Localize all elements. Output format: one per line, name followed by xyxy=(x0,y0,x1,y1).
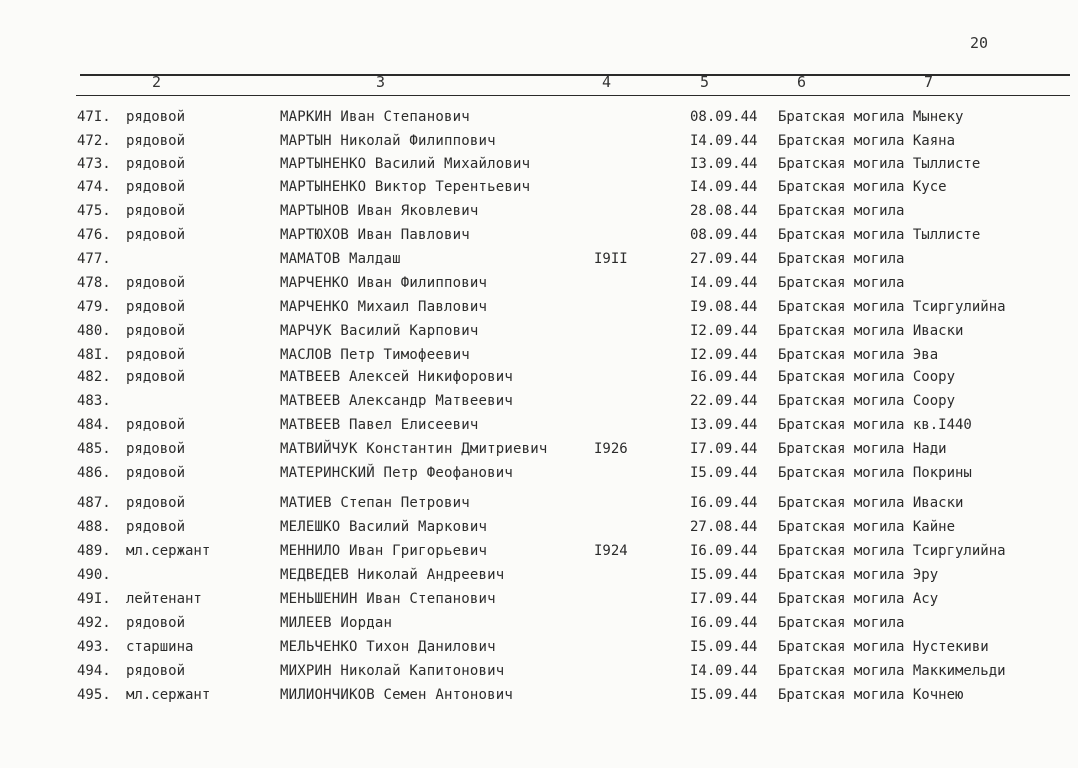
record-rank: рядовой xyxy=(126,323,186,339)
list-item xyxy=(0,390,1078,412)
page-number: 20 xyxy=(970,34,989,52)
record-number: 492. xyxy=(77,615,111,631)
column-number-2: 2 xyxy=(152,73,162,91)
record-rank: рядовой xyxy=(126,299,186,315)
record-number: 488. xyxy=(77,519,111,535)
record-name: МЕЛЬЧЕНКО Тихон Данилович xyxy=(280,639,496,655)
record-rank: мл.сержант xyxy=(126,543,211,559)
record-name: МАТВЕЕВ Александр Матвеевич xyxy=(280,393,513,409)
record-rank: рядовой xyxy=(126,495,186,511)
record-rank: рядовой xyxy=(126,615,186,631)
list-item xyxy=(0,248,1078,270)
record-name: МАРЧЕНКО Иван Филиппович xyxy=(280,275,488,291)
record-burial-place: Братская могила Нади xyxy=(778,441,947,457)
record-rank: мл.сержант xyxy=(126,687,211,703)
record-rank: старшина xyxy=(126,639,194,655)
record-burial-place: Братская могила Нустекиви xyxy=(778,639,989,655)
list-item xyxy=(0,153,1078,175)
record-date: I5.09.44 xyxy=(690,465,758,481)
record-number: 477. xyxy=(77,251,111,267)
column-number-6: 6 xyxy=(797,73,807,91)
list-item xyxy=(0,320,1078,342)
record-date: I6.09.44 xyxy=(690,615,758,631)
record-number: 490. xyxy=(77,567,111,583)
record-date: 08.09.44 xyxy=(690,227,758,243)
list-item xyxy=(0,540,1078,562)
list-item xyxy=(0,588,1078,610)
record-burial-place: Братская могила Иваски xyxy=(778,323,964,339)
record-number: 495. xyxy=(77,687,111,703)
record-date: 08.09.44 xyxy=(690,109,758,125)
record-date: I6.09.44 xyxy=(690,495,758,511)
record-number: 474. xyxy=(77,179,111,195)
list-item xyxy=(0,636,1078,658)
record-burial-place: Братская могила Мынеку xyxy=(778,109,964,125)
record-name: МАМАТОВ Малдаш xyxy=(280,251,401,267)
record-name: МАСЛОВ Петр Тимофеевич xyxy=(280,347,470,363)
record-rank: рядовой xyxy=(126,519,186,535)
list-item xyxy=(0,130,1078,152)
record-name: МЕДВЕДЕВ Николай Андреевич xyxy=(280,567,505,583)
record-number: 476. xyxy=(77,227,111,243)
record-number: 483. xyxy=(77,393,111,409)
record-number: 480. xyxy=(77,323,111,339)
record-name: МАТВЕЕВ Павел Елисеевич xyxy=(280,417,479,433)
list-item xyxy=(0,660,1078,682)
record-name: МАРТЫНОВ Иван Яковлевич xyxy=(280,203,479,219)
record-rank: рядовой xyxy=(126,663,186,679)
record-burial-place: Братская могила Кусе xyxy=(778,179,947,195)
list-item xyxy=(0,414,1078,436)
list-item xyxy=(0,462,1078,484)
list-item xyxy=(0,564,1078,586)
record-number: 484. xyxy=(77,417,111,433)
record-date: I9.08.44 xyxy=(690,299,758,315)
record-name: МАРТЫНЕНКО Василий Михайлович xyxy=(280,156,531,172)
record-burial-place: Братская могила кв.I440 xyxy=(778,417,972,433)
record-number: 493. xyxy=(77,639,111,655)
record-number: 48I. xyxy=(77,347,111,363)
record-name: МИХРИН Николай Капитонович xyxy=(280,663,505,679)
record-burial-place: Братская могила Соору xyxy=(778,369,956,385)
record-birth-year: I926 xyxy=(594,441,628,457)
record-number: 473. xyxy=(77,156,111,172)
record-burial-place: Братская могила Тсиргулийна xyxy=(778,299,1006,315)
list-item xyxy=(0,296,1078,318)
record-number: 475. xyxy=(77,203,111,219)
record-date: I2.09.44 xyxy=(690,347,758,363)
record-burial-place: Братская могила Тыллисте xyxy=(778,156,981,172)
record-date: I7.09.44 xyxy=(690,441,758,457)
record-rank: рядовой xyxy=(126,203,186,219)
record-burial-place: Братская могила Соору xyxy=(778,393,956,409)
record-burial-place: Братская могила Эру xyxy=(778,567,939,583)
column-number-5: 5 xyxy=(700,73,710,91)
record-birth-year: I9II xyxy=(594,251,628,267)
record-name: МАТВЕЕВ Алексей Никифорович xyxy=(280,369,513,385)
list-item xyxy=(0,438,1078,460)
record-name: МЕНЬШЕНИН Иван Степанович xyxy=(280,591,496,607)
record-name: МАРКИН Иван Степанович xyxy=(280,109,470,125)
record-number: 489. xyxy=(77,543,111,559)
record-rank: рядовой xyxy=(126,156,186,172)
record-rank: рядовой xyxy=(126,369,186,385)
record-name: МАРЧУК Василий Карпович xyxy=(280,323,479,339)
column-number-4: 4 xyxy=(602,73,612,91)
record-burial-place: Братская могила Иваски xyxy=(778,495,964,511)
record-rank: рядовой xyxy=(126,179,186,195)
record-name: МАТВИЙЧУК Константин Дмитриевич xyxy=(280,441,548,457)
column-number-3: 3 xyxy=(376,73,386,91)
list-item xyxy=(0,684,1078,706)
list-item xyxy=(0,516,1078,538)
record-burial-place: Братская могила Кайне xyxy=(778,519,956,535)
record-name: МАТЕРИНСКИЙ Петр Феофанович xyxy=(280,465,513,481)
record-name: МАРТЮХОВ Иван Павлович xyxy=(280,227,470,243)
record-burial-place: Братская могила Тсиргулийна xyxy=(778,543,1006,559)
record-number: 485. xyxy=(77,441,111,457)
record-date: I6.09.44 xyxy=(690,543,758,559)
record-burial-place: Братская могила Покрины xyxy=(778,465,972,481)
list-item xyxy=(0,272,1078,294)
record-number: 487. xyxy=(77,495,111,511)
record-rank: рядовой xyxy=(126,441,186,457)
record-date: I7.09.44 xyxy=(690,591,758,607)
record-birth-year: I924 xyxy=(594,543,628,559)
record-burial-place: Братская могила xyxy=(778,251,905,267)
record-date: I4.09.44 xyxy=(690,179,758,195)
record-burial-place: Братская могила Каяна xyxy=(778,133,956,149)
record-burial-place: Братская могила Тыллисте xyxy=(778,227,981,243)
record-date: 27.09.44 xyxy=(690,251,758,267)
record-burial-place: Братская могила Эва xyxy=(778,347,939,363)
record-date: I3.09.44 xyxy=(690,417,758,433)
record-rank: лейтенант xyxy=(126,591,202,607)
record-date: I5.09.44 xyxy=(690,567,758,583)
record-date: 22.09.44 xyxy=(690,393,758,409)
record-name: МЕННИЛО Иван Григорьевич xyxy=(280,543,488,559)
record-burial-place: Братская могила xyxy=(778,615,905,631)
list-item xyxy=(0,492,1078,514)
list-item xyxy=(0,106,1078,128)
record-number: 478. xyxy=(77,275,111,291)
record-date: I6.09.44 xyxy=(690,369,758,385)
list-item xyxy=(0,366,1078,388)
record-rank: рядовой xyxy=(126,227,186,243)
record-name: МАТИЕВ Степан Петрович xyxy=(280,495,470,511)
record-rank: рядовой xyxy=(126,465,186,481)
record-burial-place: Братская могила xyxy=(778,275,905,291)
record-rank: рядовой xyxy=(126,417,186,433)
record-date: I4.09.44 xyxy=(690,133,758,149)
record-date: I4.09.44 xyxy=(690,275,758,291)
record-name: МАРТЫНЕНКО Виктор Терентьевич xyxy=(280,179,531,195)
record-name: МИЛЕЕВ Иордан xyxy=(280,615,393,631)
record-date: I4.09.44 xyxy=(690,663,758,679)
record-name: МАРТЫН Николай Филиппович xyxy=(280,133,496,149)
record-rank: рядовой xyxy=(126,109,186,125)
record-burial-place: Братская могила Асу xyxy=(778,591,939,607)
record-name: МЕЛЕШКО Василий Маркович xyxy=(280,519,488,535)
record-date: 27.08.44 xyxy=(690,519,758,535)
record-number: 472. xyxy=(77,133,111,149)
record-burial-place: Братская могила Маккимельди xyxy=(778,663,1006,679)
record-name: МАРЧЕНКО Михаил Павлович xyxy=(280,299,488,315)
column-number-7: 7 xyxy=(924,73,934,91)
record-number: 49I. xyxy=(77,591,111,607)
record-date: I3.09.44 xyxy=(690,156,758,172)
record-number: 486. xyxy=(77,465,111,481)
record-number: 47I. xyxy=(77,109,111,125)
record-name: МИЛИОНЧИКОВ Семен Антонович xyxy=(280,687,513,703)
record-number: 494. xyxy=(77,663,111,679)
list-item xyxy=(0,344,1078,366)
record-date: I5.09.44 xyxy=(690,687,758,703)
record-burial-place: Братская могила Кочнею xyxy=(778,687,964,703)
record-date: I5.09.44 xyxy=(690,639,758,655)
record-number: 482. xyxy=(77,369,111,385)
record-rank: рядовой xyxy=(126,133,186,149)
record-rank: рядовой xyxy=(126,347,186,363)
list-item xyxy=(0,612,1078,634)
list-item xyxy=(0,224,1078,246)
record-rank: рядовой xyxy=(126,275,186,291)
record-number: 479. xyxy=(77,299,111,315)
list-item xyxy=(0,176,1078,198)
record-burial-place: Братская могила xyxy=(778,203,905,219)
record-date: 28.08.44 xyxy=(690,203,758,219)
record-date: I2.09.44 xyxy=(690,323,758,339)
list-item xyxy=(0,200,1078,222)
